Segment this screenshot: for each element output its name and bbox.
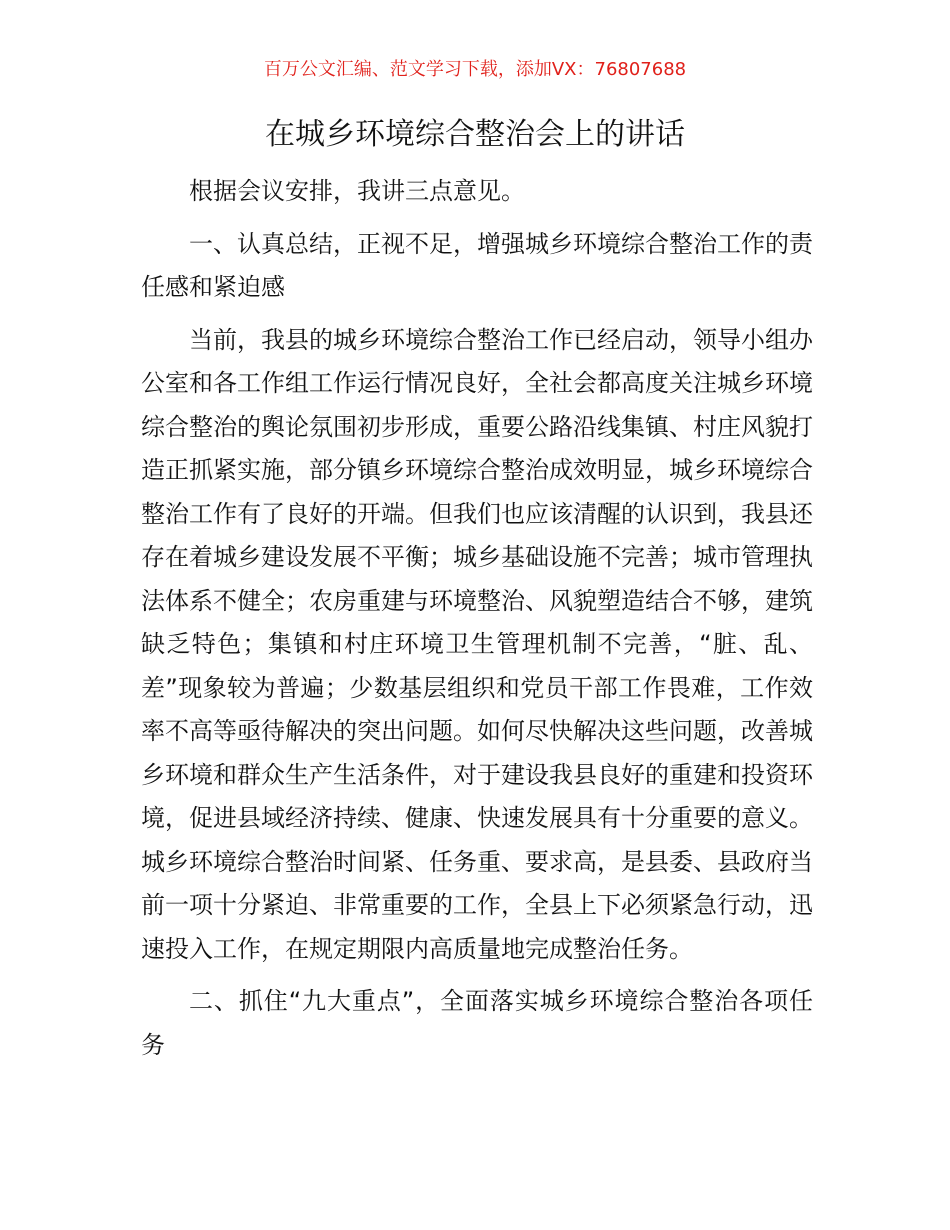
heading-section-1: 一、认真总结，正视不足，增强城乡环境综合整治工作的责任感和紧迫感 [141,229,813,301]
promo-banner: 百万公文汇编、范文学习下载，添加VX：76807688 [263,59,687,80]
heading-section-2: 二、抓住“九大重点”，全面落实城乡环境综合整治各项任务 [141,987,813,1059]
document-body [141,170,813,1076]
paragraph-section-1-body: 当前，我县的城乡环境综合整治工作已经启动，领导小组办公室和各工作组工作运行情况良好，全社会都高度关注城乡环境综合整治的舆论氛围初步形成，重要公路沿线集镇、村庄风貌打造正抓紧实施，部分镇乡环境综合整治成效明显，城乡环境综合整治工作有了良好的开端。但我们也应该清醒的认识到，我县还存在着城乡建设发展不平衡；城乡基础设施不完善；城市管理执法体系不健全；农房重建与环境整治、风貌塑造结合不够，建筑缺乏特色；集镇和村庄环境卫生管理机制不完善，“脏、乱、差”现象较为普遍；少数基层组织和党员干部工作畏难，工作效率不高等亟待解决的突出问题。如何尽快解决这些问题，改善城乡环境和群众生产生活条件，对于建设我县良好的重建和投资环境，促进县域经济持续、健康、快速发展具有十分重要的意义。城乡环境综合整治时间紧、任务重、要求高，是县委、县政府当前一项十分紧迫、非常重要的工作，全县上下必须紧急行动，迅速投入工作，在规定期限内高质量地完成整治任务。 [141,325,813,963]
paragraph-intro: 根据会议安排，我讲三点意见。 [189,177,525,205]
document-title: 在城乡环境综合整治会上的讲话 [265,117,685,152]
